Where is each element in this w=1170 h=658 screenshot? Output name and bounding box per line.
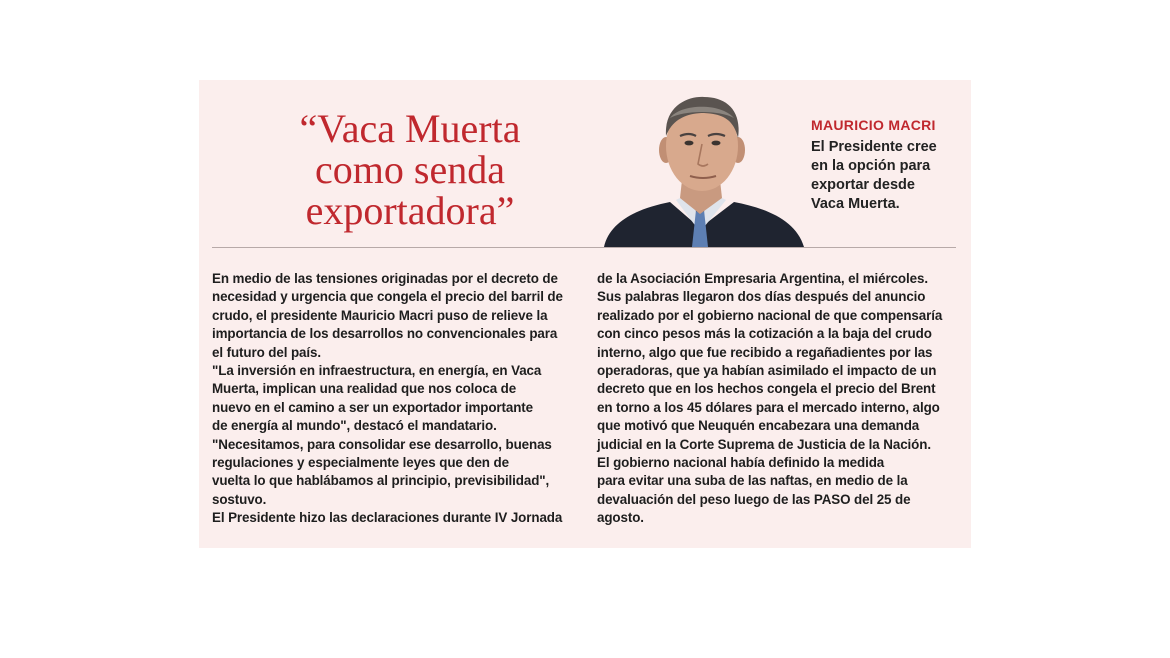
caption-line: en la opción para: [811, 158, 931, 174]
body-line: En medio de las tensiones originadas por el decreto de: [212, 271, 558, 286]
body-line: con cinco pesos más la cotización a la baja del crudo: [597, 326, 932, 342]
body-line: devaluación del peso luego de las PASO del 25 de: [597, 491, 911, 507]
body-line: que motivó que Neuquén encabezara una demanda: [597, 418, 920, 434]
body-line: necesidad y urgencia que congela el precio del barril de: [212, 289, 563, 305]
body-column-left: [212, 270, 584, 528]
portrait-photo-icon: [600, 92, 806, 247]
body-line: realizado por el gobierno nacional de que compensaría: [597, 307, 943, 323]
body-column-right: [597, 270, 969, 528]
body-line: importancia de los desarrollos no convencionales para: [212, 326, 558, 342]
body-line: Sus palabras llegaron dos días después del anuncio: [597, 289, 926, 305]
body-line: "La inversión en infraestructura, en energía, en Vaca: [212, 363, 542, 379]
body-line: operadoras, que ya habían asimilado el impacto de un: [597, 363, 937, 379]
body-line: El gobierno nacional había definido la medida: [597, 455, 885, 471]
body-line: nuevo en el camino a ser un exportador importante: [212, 399, 534, 415]
caption-text: [811, 138, 961, 214]
body-line: de energía al mundo", destacó el mandatario.: [212, 418, 497, 434]
caption-line: exportar desde: [811, 177, 915, 193]
body-line: sostuvo.: [212, 491, 267, 507]
caption-line: Vaca Muerta.: [811, 196, 900, 212]
body-line: judicial en la Corte Suprema de Justicia de la Nación.: [597, 436, 931, 452]
headline: [230, 108, 590, 231]
body-line: El Presidente hizo las declaraciones durante IV Jornada: [212, 510, 563, 526]
body-line: crudo, el presidente Mauricio Macri puso de relieve la: [212, 307, 548, 323]
divider-rule: [212, 247, 956, 248]
body-line: en torno a los 45 dólares para el mercado interno, algo: [597, 399, 940, 415]
caption-name: MAURICIO MACRI: [811, 117, 936, 133]
body-line: Muerta, implican una realidad que nos coloca de: [212, 381, 517, 397]
photo-caption: [811, 117, 961, 214]
body-line: el futuro del país.: [212, 344, 321, 360]
body-line: regulaciones y especialmente leyes que den de: [212, 455, 509, 471]
portrait-photo: [600, 92, 806, 247]
headline-line-3: exportadora”: [305, 188, 515, 233]
body-line: agosto.: [597, 510, 644, 526]
body-line: decreto que en los hechos congela el precio del Brent: [597, 381, 936, 397]
body-line: interno, algo que fue recibido a regañadientes por las: [597, 344, 933, 360]
body-line: de la Asociación Empresaria Argentina, el miércoles.: [597, 271, 928, 286]
headline-line-2: como senda: [315, 147, 505, 192]
caption-line: El Presidente cree: [811, 139, 937, 155]
headline-line-1: “Vaca Muerta: [299, 106, 521, 151]
body-line: para evitar una suba de las naftas, en medio de la: [597, 473, 908, 489]
body-line: "Necesitamos, para consolidar ese desarrollo, buenas: [212, 436, 552, 452]
body-line: vuelta lo que hablábamos al principio, previsibilidad",: [212, 473, 550, 489]
